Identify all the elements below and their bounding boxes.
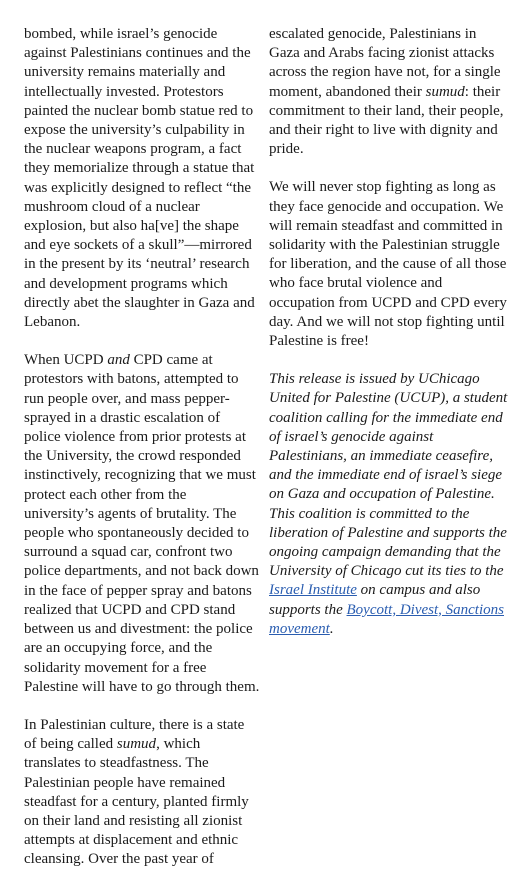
paragraph-text: When UCPD — [24, 352, 108, 369]
paragraph-never-stop — [269, 178, 509, 351]
release-text: on campus and also supports the — [269, 582, 481, 618]
bds-movement-link[interactable]: Boycott, Divest, Sanctions movement — [269, 601, 504, 637]
emphasis-sumud: sumud — [425, 83, 465, 100]
release-statement — [269, 370, 509, 639]
emphasis-sumud: sumud — [116, 736, 157, 753]
paragraph-text: escalated genocide, Palestinians in Gaza and Arabs facing zionist attacks across the region have not, for a single moment, abandoned their — [269, 26, 501, 100]
paragraph-gaza — [269, 25, 509, 159]
paragraph-text: , which translates to steadfastness. The Palestinian people have remained steadfast for a century, planted firmly on their land and resisting all zionist attempts at displacement and ethnic cleansing. Over the past year of — [24, 736, 249, 868]
paragraph-text: We will never stop fighting as long as they face genocide and occupation. We will remain steadfast and committed in solidarity with the Palestinian struggle for liberation, and the cause of all those who face brutal violence and occupation from UCPD and CPD every day. And we will not stop fighting until Palestine is free! — [269, 179, 507, 350]
paragraph-sumud — [24, 716, 260, 870]
israel-institute-link[interactable]: Israel Institute — [269, 582, 357, 599]
paragraph-nuclear-statue — [24, 25, 260, 332]
left-column — [24, 25, 260, 889]
emphasis-and: and — [107, 352, 130, 369]
paragraph-police — [24, 351, 260, 697]
paragraph-text: In Palestinian culture, there is a state of being called — [24, 716, 245, 753]
release-text: . — [329, 620, 334, 637]
paragraph-text: bombed, while israel’s genocide against Palestinians continues and the university remains materially and intellectually invested. Protestors painted the nuclear bomb statue red to expose the university’s culpability in the nuclear weapons program, a fact they memorialize through a statue that was explicitly designed to reflect “the mushroom cloud of a nuclear explosion, but also ha[ve] the shape and eye sockets of a skull”—mirrored in the present by its ‘neutral’ research and development programs which directly abet the slaughter in Gaza and Lebanon. — [24, 26, 255, 331]
paragraph-text: CPD came at protestors with batons, attempted to run people over, and mass pepper-sprayed in a drastic escalation of police violence from prior protests at the University, the crowd responded instinctively, recognizing that we must protect each other from the university’s agents of brutality. The people who spontaneously decided to surround a squad car, confront two police departments, and not back down in the face of pepper spray and batons realized that UCPD and CPD stand between us and divestment: the police are an occupying force, and the solidarity movement for a free Palestine will have to go through them. — [24, 352, 260, 695]
paragraph-text: : their commitment to their land, their people, and their right to live with dignity and pride. — [269, 83, 504, 158]
release-text: This release is issued by UChicago United for Palestine (UCUP), a student coalition calling for the immediate end of israel’s genocide against Palestinians, an immediate ceasefire, and the immediate end of israel’s siege on Gaza and occupation of Palestine. This coalition is committed to the liberation of Palestine and supports the ongoing campaign demanding that the University of Chicago cut its ties to the — [269, 371, 508, 580]
right-column — [269, 25, 509, 658]
